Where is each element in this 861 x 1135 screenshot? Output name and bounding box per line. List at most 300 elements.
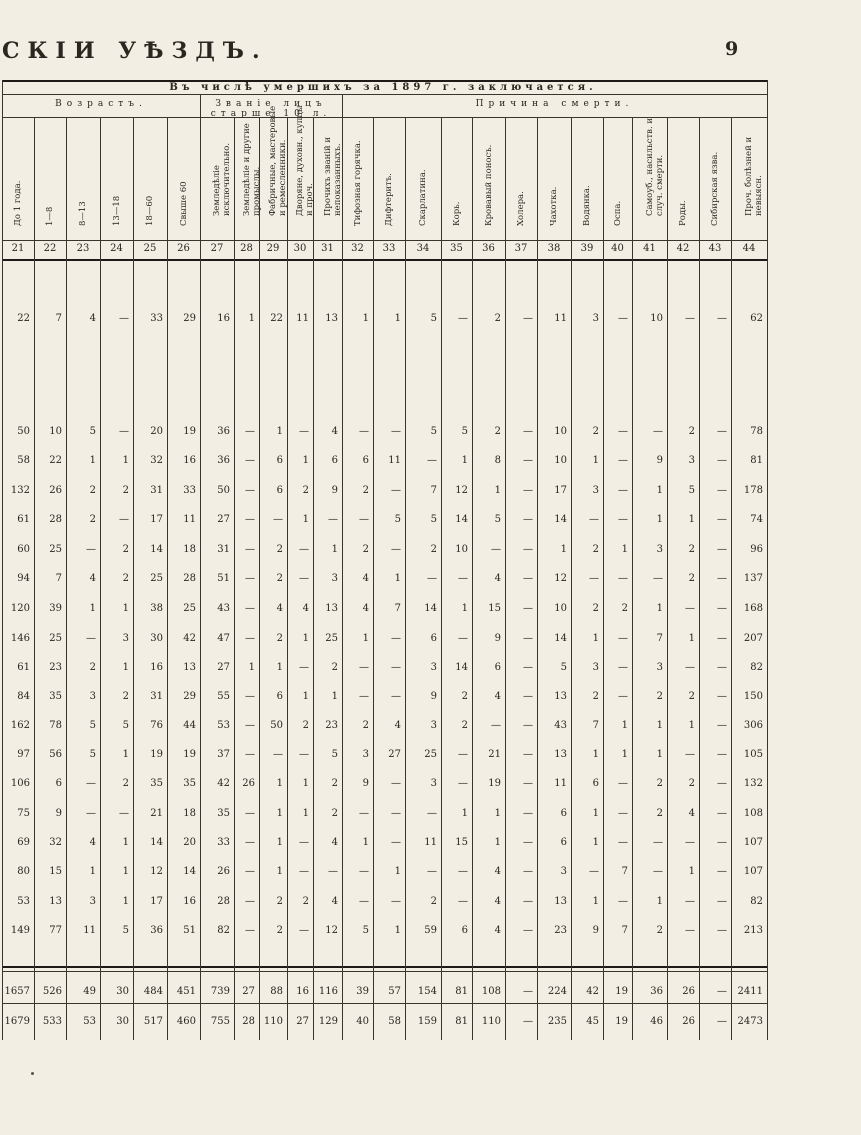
table-cell: 1 [276,662,283,673]
table-cell: 69 [17,837,30,848]
table-cell: — [653,426,663,437]
table-cell: 1 [621,544,628,555]
total-cell: 27 [296,1016,309,1027]
table-cell: 13 [325,603,338,614]
table-cell: 1 [122,866,129,877]
table-cell: 2 [592,426,599,437]
table-cell: 1 [394,313,401,324]
table-cell: 7 [656,633,663,644]
table-cell: 10 [49,426,62,437]
table-cell: — [359,866,369,877]
table-cell: 2 [276,925,283,936]
total-cell: — [717,986,727,997]
table-cell: — [359,514,369,525]
column-header-label: 1—8 [45,206,55,226]
table-cell: 1 [656,720,663,731]
table-cell: 150 [743,691,763,702]
table-cell: 14 [150,837,163,848]
table-cell: — [717,866,727,877]
table-cell: 97 [17,749,30,760]
table-cell: — [391,485,401,496]
column-header [100,118,133,240]
table-cell: — [717,925,727,936]
table-cell: 10 [554,426,567,437]
table-cell: 4 [394,720,401,731]
table-cell: 1 [592,896,599,907]
table-cell: 2 [430,544,437,555]
table-cell: 2 [362,544,369,555]
table-cell: 105 [743,749,763,760]
table-cell: 4 [331,896,338,907]
table-cell: 1 [302,514,309,525]
table-cell: 26 [49,485,62,496]
table-cell: — [245,749,255,760]
table-cell: — [618,896,628,907]
table-cell: 2 [122,691,129,702]
table-cell: 3 [560,866,567,877]
column-header [342,118,373,240]
table-cell: 43 [554,720,567,731]
table-cell: — [245,896,255,907]
table-cell: — [717,662,727,673]
table-cell: 80 [17,866,30,877]
table-cell: 47 [217,633,230,644]
table-cell: 5 [362,925,369,936]
table-cell: 6 [494,662,501,673]
table-cell: 1 [122,837,129,848]
table-cell: — [458,896,468,907]
table-cell: 39 [49,603,62,614]
table-cell: 3 [362,749,369,760]
table-cell: 25 [424,749,437,760]
column-header-label: Кровавый поносъ. [483,144,494,226]
table-cell: 53 [217,720,230,731]
table-cell: 16 [183,455,196,466]
total-cell: 28 [242,1016,255,1027]
table-cell: — [299,925,309,936]
column-header-label: Проч. болѣзней и невыясн. [744,136,764,216]
total-cell: 26 [682,986,695,997]
table-cell: — [618,426,628,437]
table-cell: 120 [10,603,30,614]
table-cell: 1 [592,455,599,466]
total-cell: 517 [143,1016,163,1027]
total-cell: 739 [210,986,230,997]
table-cell: 9 [331,485,338,496]
total-cell: 19 [615,1016,628,1027]
table-cell: 4 [494,866,501,877]
table-cell: 36 [150,925,163,936]
table-cell: 2 [461,691,468,702]
table-cell: 12 [150,866,163,877]
page-heading: СКІИ УѢЗДЪ. [2,38,268,64]
table-cell: 1 [688,514,695,525]
table-cell: 1 [276,808,283,819]
table-cell: 56 [49,749,62,760]
total-cell: 46 [650,1016,663,1027]
table-cell: 2 [688,778,695,789]
table-cell: 7 [55,573,62,584]
table-cell: 108 [743,808,763,819]
column-header-label: Корь. [451,201,462,226]
table-cell: 5 [461,426,468,437]
table-cell: 14 [554,633,567,644]
total-cell: 2473 [737,1016,763,1027]
table-cell: — [359,662,369,673]
table-cell: 22 [49,455,62,466]
table-cell: 5 [89,426,96,437]
table-cell: 28 [49,514,62,525]
table-cell: 1 [461,603,468,614]
table-cell: 26 [217,866,230,877]
table-cell: 1 [362,633,369,644]
total-cell: 526 [42,986,62,997]
table-cell: — [523,426,533,437]
column-number: 33 [382,243,396,254]
table-cell: — [523,720,533,731]
table-cell: 77 [49,925,62,936]
table-cell: 2 [688,573,695,584]
column-header [133,118,167,240]
table-cell: 61 [17,662,30,673]
total-cell: 88 [270,986,283,997]
table-cell: 4 [89,313,96,324]
table-cell: 1 [331,691,338,702]
table-cell: — [523,633,533,644]
table-cell: 3 [592,313,599,324]
total-cell: — [523,986,533,997]
column-number: 38 [547,243,561,254]
table-cell: 13 [325,313,338,324]
table-cell: 107 [743,837,763,848]
table-cell: 29 [183,313,196,324]
rule-colheads [2,240,767,241]
table-cell: — [119,313,129,324]
table-cell: — [245,514,255,525]
total-cell: 42 [586,986,599,997]
column-number: 26 [177,243,190,254]
table-cell: 2 [688,544,695,555]
total-cell: 26 [682,1016,695,1027]
total-cell: 30 [116,1016,129,1027]
table-cell: 2 [302,720,309,731]
table-cell: 1 [276,837,283,848]
table-cell: — [618,691,628,702]
table-cell: 1 [89,603,96,614]
table-cell: — [523,313,533,324]
table-cell: 5 [560,662,567,673]
table-cell: — [299,662,309,673]
table-cell: 17 [554,485,567,496]
table-cell: — [618,485,628,496]
table-cell: 51 [217,573,230,584]
table-cell: 2 [592,691,599,702]
total-cell: 16 [296,986,309,997]
table-cell: — [299,544,309,555]
table-cell: 1 [276,866,283,877]
table-cell: — [523,514,533,525]
table-cell: — [458,749,468,760]
table-cell: — [391,896,401,907]
column-header-label: Самоуб., насильств. и случ. смерти. [644,117,665,216]
table-cell: 5 [331,749,338,760]
table-cell: 1 [461,808,468,819]
table-cell: 1 [248,313,255,324]
table-cell: — [618,514,628,525]
table-cell: — [458,633,468,644]
total-cell: 224 [547,986,567,997]
column-header-label: Водянка. [582,185,592,226]
table-cell: 1 [592,808,599,819]
table-cell: 1 [276,426,283,437]
table-cell: — [458,313,468,324]
table-cell: — [618,633,628,644]
table-cell: 1 [394,573,401,584]
table-cell: — [86,808,96,819]
table-cell: 1 [688,633,695,644]
column-number: 23 [76,243,90,254]
table-cell: 94 [17,573,30,584]
table-cell: 3 [331,573,338,584]
table-cell: 23 [554,925,567,936]
column-number: 28 [240,243,253,254]
table-cell: 13 [554,691,567,702]
table-cell: 2 [331,778,338,789]
table-cell: 36 [217,455,230,466]
table-cell: 4 [494,925,501,936]
table-cell: 30 [150,633,163,644]
rule-colnums [2,259,767,261]
table-cell: 31 [150,691,163,702]
table-cell: 3 [592,485,599,496]
table-cell: — [245,455,255,466]
table-cell: 1 [331,544,338,555]
table-cell: 1 [276,778,283,789]
table-cell: 7 [394,603,401,614]
table-cell: 1 [122,662,129,673]
table-cell: 3 [89,691,96,702]
table-cell: 14 [424,603,437,614]
column-number: 24 [110,243,123,254]
column-number: 35 [450,243,463,254]
table-cell: — [328,866,338,877]
paper-speck [31,1072,34,1075]
column-header [2,118,34,240]
table-cell: 16 [150,662,163,673]
rule-title [2,94,767,95]
column-header-label: Скарлатина. [418,169,428,226]
column-number: 25 [143,243,157,254]
column-header [731,118,767,240]
table-cell: 107 [743,866,763,877]
rule-totals-top2 [2,971,767,972]
column-header-label: Чахотка. [549,186,559,226]
table-cell: — [618,455,628,466]
table-cell: 6 [276,455,283,466]
table-cell: 20 [183,837,196,848]
table-cell: 82 [750,896,763,907]
table-cell: 14 [150,544,163,555]
table-cell: — [391,837,401,848]
table-cell: 1 [656,603,663,614]
table-cell: — [589,514,599,525]
table-cell: 62 [750,313,763,324]
table-cell: — [86,778,96,789]
table-cell: — [685,837,695,848]
total-cell: 110 [481,1016,501,1027]
table-cell: 1 [362,313,369,324]
table-cell: — [618,573,628,584]
table-cell: — [685,896,695,907]
table-cell: — [391,808,401,819]
column-header [667,118,699,240]
column-header-label: Свыше 60 [178,181,189,226]
table-cell: 2 [656,808,663,819]
table-cell: — [391,633,401,644]
table-cell: — [523,691,533,702]
table-cell: 14 [455,662,468,673]
table-cell: 10 [455,544,468,555]
column-number: 36 [482,243,495,254]
table-cell: 35 [217,808,230,819]
table-cell: 76 [150,720,163,731]
column-header-label: Земледѣліе исключительно. [212,142,232,216]
table-cell: 1 [656,514,663,525]
table-cell: — [523,573,533,584]
table-cell: 19 [488,778,501,789]
table-cell: 9 [592,925,599,936]
table-cell: 10 [554,603,567,614]
page-number: 9 [725,38,739,60]
table-cell: 13 [183,662,196,673]
table-cell: 25 [49,633,62,644]
table-cell: 1 [621,749,628,760]
table-cell: 2 [688,691,695,702]
table-cell: — [685,603,695,614]
table-cell: 1 [362,837,369,848]
table-cell: 132 [10,485,30,496]
table-cell: 1 [89,455,96,466]
table-cell: — [391,426,401,437]
table-cell: 137 [743,573,763,584]
table-cell: 6 [560,837,567,848]
column-number: 22 [43,243,57,254]
total-cell: 1679 [4,1016,30,1027]
table-cell: — [717,313,727,324]
column-header [66,118,100,240]
table-cell: 10 [650,313,663,324]
table-cell: — [523,603,533,614]
table-cell: — [299,866,309,877]
table-cell: 132 [743,778,763,789]
table-cell: 11 [183,514,196,525]
table-cell: 21 [150,808,163,819]
table-cell: — [391,544,401,555]
table-cell: — [523,662,533,673]
table-cell: 1 [656,896,663,907]
column-header [405,118,441,240]
table-cell: 58 [17,455,30,466]
table-cell: 207 [743,633,763,644]
table-cell: 1 [592,633,599,644]
table-cell: 1 [592,749,599,760]
table-cell: — [299,426,309,437]
table-cell: 51 [183,925,196,936]
table-cell: 5 [122,720,129,731]
table-cell: — [717,544,727,555]
table-cell: 1 [248,662,255,673]
column-number: 27 [210,243,224,254]
table-cell: — [245,573,255,584]
column-header [259,105,288,240]
table-cell: 37 [217,749,230,760]
column-number: 30 [293,243,307,254]
table-cell: 5 [494,514,501,525]
total-cell: 116 [318,986,338,997]
table-cell: — [717,514,727,525]
table-cell: 81 [750,455,763,466]
table-cell: 5 [430,514,437,525]
table-cell: 15 [49,866,62,877]
table-cell: — [359,808,369,819]
table-cell: 29 [183,691,196,702]
table-cell: — [523,485,533,496]
table-cell: 13 [49,896,62,907]
table-cell: 1 [656,485,663,496]
table-cell: 1 [688,866,695,877]
table-cell: 9 [55,808,62,819]
table-cell: — [119,514,129,525]
column-header-label: 13—18 [111,195,122,226]
column-header [234,118,262,240]
total-cell: 57 [388,986,401,997]
total-cell: 2411 [737,986,763,997]
table-cell: 11 [388,455,401,466]
table-cell: — [589,573,599,584]
table-cell: — [491,544,501,555]
table-cell: 4 [331,837,338,848]
column-number: 39 [580,243,594,254]
table-cell: 17 [150,896,163,907]
table-cell: — [618,662,628,673]
column-header [571,118,603,240]
table-cell: 9 [430,691,437,702]
table-cell: 60 [17,544,30,555]
table-cell: — [427,866,437,877]
table-cell: — [653,573,663,584]
table-cell: 5 [430,313,437,324]
table-cell: — [245,633,255,644]
table-cell: 4 [302,603,309,614]
column-header-label: Прочихъ званій и непоказанныхъ. [322,136,343,216]
table-cell: 43 [217,603,230,614]
column-group-label: Возрастъ. [55,99,147,109]
table-cell: 106 [10,778,30,789]
table-cell: — [589,866,599,877]
table-cell: — [86,544,96,555]
table-cell: 2 [430,896,437,907]
table-cell: 19 [183,426,196,437]
table-cell: — [523,749,533,760]
total-cell: 19 [615,986,628,997]
table-cell: — [245,837,255,848]
column-number: 34 [416,243,430,254]
table-cell: 3 [430,778,437,789]
table-cell: 44 [183,720,196,731]
table-cell: 11 [554,313,567,324]
column-header-label: Холера. [516,191,526,226]
column-header [373,118,405,240]
